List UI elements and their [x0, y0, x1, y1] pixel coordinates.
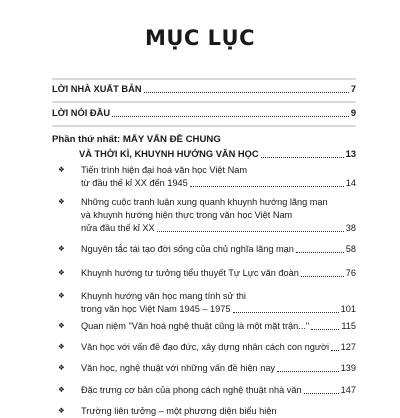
- toc-entry-label: Quan niệm "Văn hoá nghệ thuật cũng là một mặt trận...": [81, 321, 310, 331]
- bullet-icon: ❖: [58, 321, 65, 330]
- toc-entry-label: Khuynh hướng tư tưởng tiểu thuyết Tự Lực văn đoàn: [81, 268, 299, 278]
- dot-leader: [190, 186, 344, 187]
- divider-part: [52, 125, 356, 127]
- dot-leader: [144, 92, 349, 93]
- toc-entry-label: Đặc trưng cơ bản của phong cách nghệ thuật nhà văn: [81, 385, 302, 395]
- toc-entry[interactable]: [52, 384, 356, 397]
- toc-entry-page: 58: [345, 244, 356, 254]
- bullet-icon: ❖: [58, 406, 65, 415]
- bullet-icon: ❖: [58, 385, 65, 394]
- toc-entry-label: VÀ THỜI KÌ, KHUYNH HƯỚNG VĂN HỌC: [79, 149, 259, 159]
- toc-entry-label: Những cuộc tranh luận xung quanh khuynh hướng lãng mạn: [81, 197, 328, 207]
- toc-entry-page: 127: [340, 342, 356, 352]
- toc-entry-preface[interactable]: [52, 107, 356, 119]
- bullet-icon: ❖: [58, 165, 65, 174]
- toc-entry-page: 115: [341, 321, 356, 331]
- bullet-icon: ❖: [58, 291, 65, 300]
- toc-entry-page: 9: [350, 108, 356, 118]
- toc-entry-page: 76: [345, 268, 356, 278]
- toc-entry-page: 13: [345, 149, 356, 159]
- toc-entry-label: và khuynh hướng hiện thực trong văn học Việt Nam: [81, 209, 293, 220]
- toc-entry-label: Văn học với vấn đề đạo đức, xây dựng nhân cách con người: [81, 342, 330, 352]
- toc-entry[interactable]: [52, 405, 356, 418]
- toc-entry-label: trong văn học Việt Nam 1945 – 1975: [81, 303, 231, 314]
- toc-entry-label: Văn học, nghệ thuật với những vấn đề hiện nay: [81, 363, 276, 373]
- toc-entry-page: 101: [340, 303, 356, 314]
- bullet-icon: ❖: [58, 244, 65, 253]
- toc-entry-page: 14: [345, 177, 356, 188]
- toc-entry-label: LỜI NÓI ĐẦU: [52, 108, 111, 118]
- dot-leader: [157, 231, 344, 232]
- dot-leader: [296, 252, 344, 253]
- toc-entry-label: Nguyên tắc tái tạo đời sống của chủ nghĩa lãng mạn: [81, 244, 294, 254]
- dot-leader: [301, 276, 344, 277]
- part-heading-line-1: Phần thứ nhất: MẤY VẤN ĐỀ CHUNG: [52, 134, 221, 145]
- toc-entry[interactable]: [52, 362, 356, 375]
- bullet-icon: ❖: [58, 197, 65, 206]
- toc-entry[interactable]: [52, 164, 356, 190]
- dot-leader: [277, 371, 339, 372]
- toc-entry-label: nửa đầu thế kỉ XX: [81, 222, 155, 233]
- toc-entry-label: từ đầu thế kỉ XX đến 1945: [81, 177, 188, 188]
- part-heading-line-2[interactable]: [79, 148, 356, 160]
- toc-entry[interactable]: [52, 290, 356, 316]
- toc-entry-label: Khuynh hướng văn học mang tính sử thi: [81, 291, 246, 301]
- dot-leader: [304, 393, 339, 394]
- dot-leader: [261, 157, 344, 158]
- toc-entry-page: 147: [340, 385, 356, 395]
- toc-entry[interactable]: [52, 196, 356, 234]
- bullet-icon: ❖: [58, 342, 65, 351]
- bullet-icon: ❖: [58, 363, 65, 372]
- toc-entry-label: LỜI NHÀ XUẤT BẢN: [52, 84, 142, 94]
- dot-leader: [331, 350, 339, 351]
- dot-leader: [311, 329, 339, 330]
- divider-top: [52, 78, 356, 80]
- toc-entry-label: Tiến trình hiện đại hoá văn học Việt Nam: [81, 165, 247, 175]
- bullet-icon: ❖: [58, 268, 65, 277]
- dot-leader: [233, 312, 339, 313]
- dot-leader: [112, 116, 349, 117]
- toc-entry[interactable]: [52, 267, 356, 280]
- toc-entry[interactable]: [52, 320, 356, 333]
- toc-entry-label: Trường liên tưởng – một phương diện biểu hiện: [81, 406, 277, 416]
- page-title: MỤC LỤC: [144, 26, 256, 50]
- toc-entry-publisher-note[interactable]: [52, 83, 356, 95]
- toc-entry-page: 139: [340, 363, 356, 373]
- toc-entry-page: 7: [350, 84, 356, 94]
- toc-entry-page: 38: [345, 222, 356, 233]
- divider-mid: [52, 101, 356, 103]
- toc-entry[interactable]: [52, 341, 356, 354]
- toc-entry[interactable]: [52, 243, 356, 256]
